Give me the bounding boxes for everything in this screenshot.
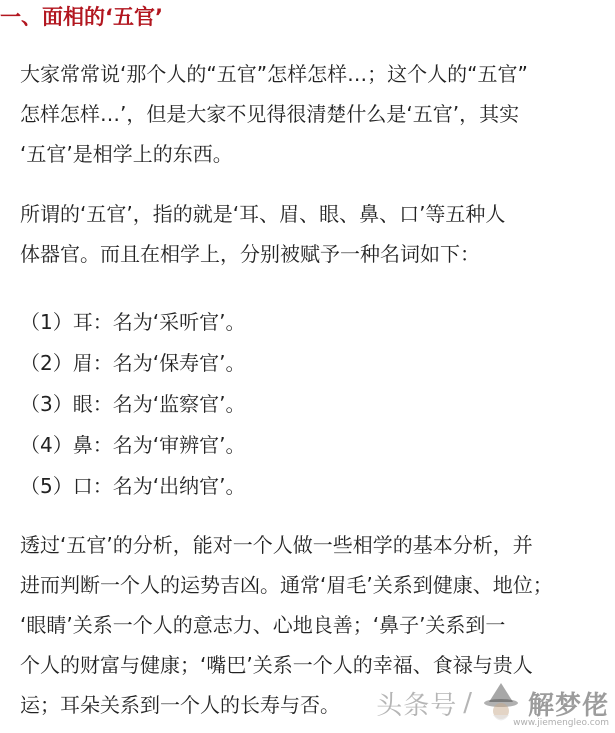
watermark-slash: / [463,688,472,718]
text-line: ‘眼睛’关系一个人的意志力、心地良善；‘鼻子’关系到一 [20,613,506,637]
five-organs-list [20,302,580,507]
text-line: 透过‘五官’的分析，能对一个人做一些相学的基本分析，并 [20,533,533,557]
list-item: （1）耳：名为‘采听官’。 [20,310,246,334]
text-line: 怎样怎样…’，但是大家不见得很清楚什么是‘五官’，其实 [20,102,520,126]
text-line: 进而判断一个人的运势吉凶。通常‘眉毛’关系到健康、地位； [20,573,553,597]
text-line: 体器官。而且在相学上，分别被赋予一种名词如下： [20,242,480,266]
text-line: ‘五官’是相学上的东西。 [20,142,233,166]
watermark-url: www.jiemengleo.com [513,718,609,728]
section-heading: 一、面相的‘五官’ [0,5,163,29]
text-line: 所谓的‘五官’，指的就是‘耳、眉、眼、鼻、口’等五种人 [20,202,506,226]
watermark-site-name: 解梦佬 [527,690,609,721]
list-item: （2）眉：名为‘保寿官’。 [20,351,246,375]
list-item: （4）鼻：名为‘审辨官’。 [20,433,246,457]
list-item: （5）口：名为‘出纳官’。 [20,474,246,498]
definition-paragraph [20,194,600,274]
text-line: 运；耳朵关系到一个人的长寿与否。 [20,693,340,717]
intro-paragraph [20,54,600,174]
list-item: （3）眼：名为‘监察官’。 [20,392,246,416]
text-line: 个人的财富与健康；‘嘴巴’关系一个人的幸福、食禄与贵人 [20,653,533,677]
watermark-brand: 头条号 [376,690,458,721]
text-line: 大家常常说‘那个人的“五官”怎样怎样…；这个人的“五官” [20,62,528,86]
